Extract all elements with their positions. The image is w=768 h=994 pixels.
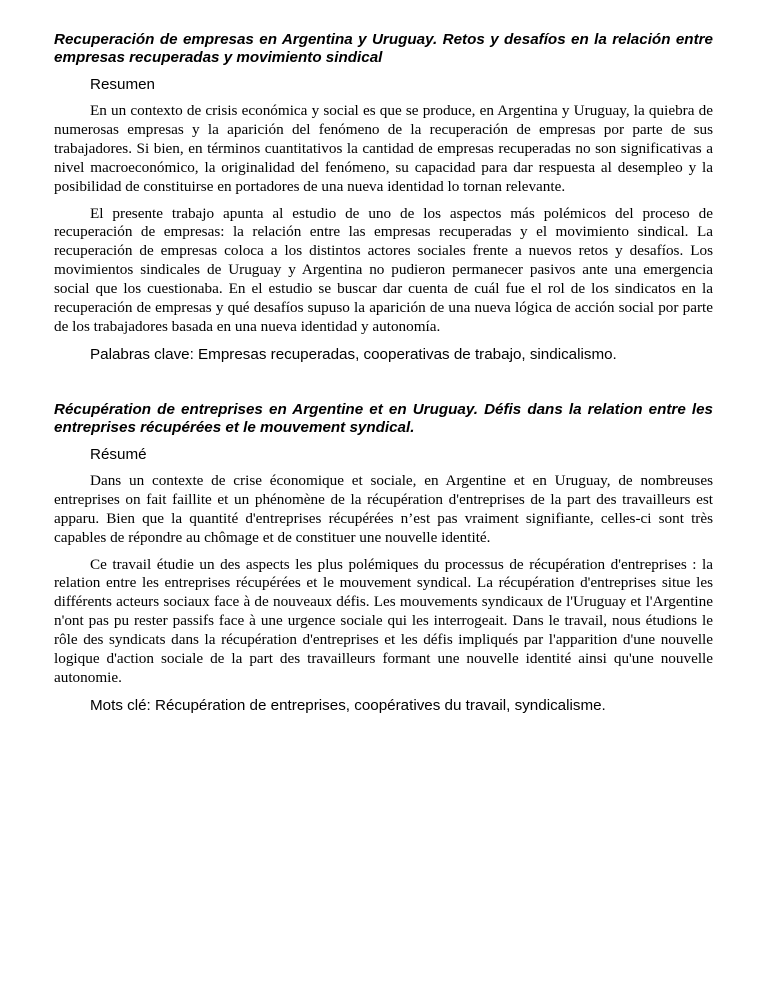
abstract-paragraph: En un contexto de crisis económica y social es que se produce, en Argentina y Uruguay, la quiebra de numerosas empresas y la aparición del fenómeno de la recuperación de empresas por parte de sus trabajadores. Si bien, en términos cuantitativos la cantidad de empresas recuperadas no son significativas a nivel macroeconómico, la originalidad del fenómeno, su capacidad para dar respuesta al desempleo y la posibilidad de constituirse en portadores de una nueva identidad lo tornan relevante. — [54, 102, 713, 195]
abstract-paragraph: El presente trabajo apunta al estudio de uno de los aspectos más polémicos del proceso de recuperación de empresas: la relación entre las empresas recuperadas y el movimiento sindical. La recuperación de empresas coloca a los distintos actores sociales frente a nuevos retos y desafíos. Los movimientos sindicales de Uruguay y Argentina no pudieron permanecer pasivos ante una emergencia social que los cuestionaba. En el estudio se buscar dar cuenta de cuál fue el rol de los sindicatos en la recuperación de empresas y qué desafíos supuso la aparición de una nueva lógica de acción social por parte de los trabajadores basada en una nueva identidad y autonomía. — [54, 204, 713, 335]
abstract-section-spanish — [54, 31, 713, 364]
abstract-heading-spanish: Resumen — [90, 76, 155, 93]
article-title-french: Récupération de entreprises en Argentine et en Uruguay. Défis dans la relation entre les entreprises récupérées et le mouvement syndical. — [54, 400, 713, 436]
abstract-heading-french: Résumé — [90, 445, 147, 463]
document-page — [54, 31, 713, 715]
keywords-french: Mots clé: Récupération de entreprises, coopératives du travail, syndicalisme. — [90, 696, 606, 714]
article-title-spanish: Recuperación de empresas en Argentina y Uruguay. Retos y desafíos en la relación entre empresas recuperadas y movimiento sindical — [54, 31, 713, 66]
abstract-section-french — [54, 401, 713, 715]
abstract-paragraph: Dans un contexte de crise économique et sociale, en Argentine et en Uruguay, de nombreuses entreprises on fait faillite et un phénomène de la récupération d'entreprises de la part des travailleurs est apparu. Bien que la quantité d'entreprises récupérées n’est pas vraiment signifiante, celles-ci sont très capables de répondre au chômage et de constituer une nouvelle identité. — [54, 471, 713, 546]
keywords-spanish: Palabras clave: Empresas recuperadas, cooperativas de trabajo, sindicalismo. — [90, 345, 617, 363]
abstract-paragraph: Ce travail étudie un des aspects les plus polémiques du processus de récupération d'entreprises : la relation entre les entreprises récupérées et le mouvement syndical. La récupération d'entreprises situe les différents acteurs sociaux face à de nouveaux défis. Les mouvements syndicaux de l'Uruguay et l'Argentine n'ont pas pu rester passifs face à une urgence sociale qui les interrogeait. Dans le travail, nous étudions le rôle des syndicats dans la récupération d'entreprises et les défis impliqués par l'apparition d'une nouvelle logique d'action sociale de la part des travailleurs formant une nouvelle identité ainsi qu'une nouvelle autonomie. — [54, 555, 713, 686]
